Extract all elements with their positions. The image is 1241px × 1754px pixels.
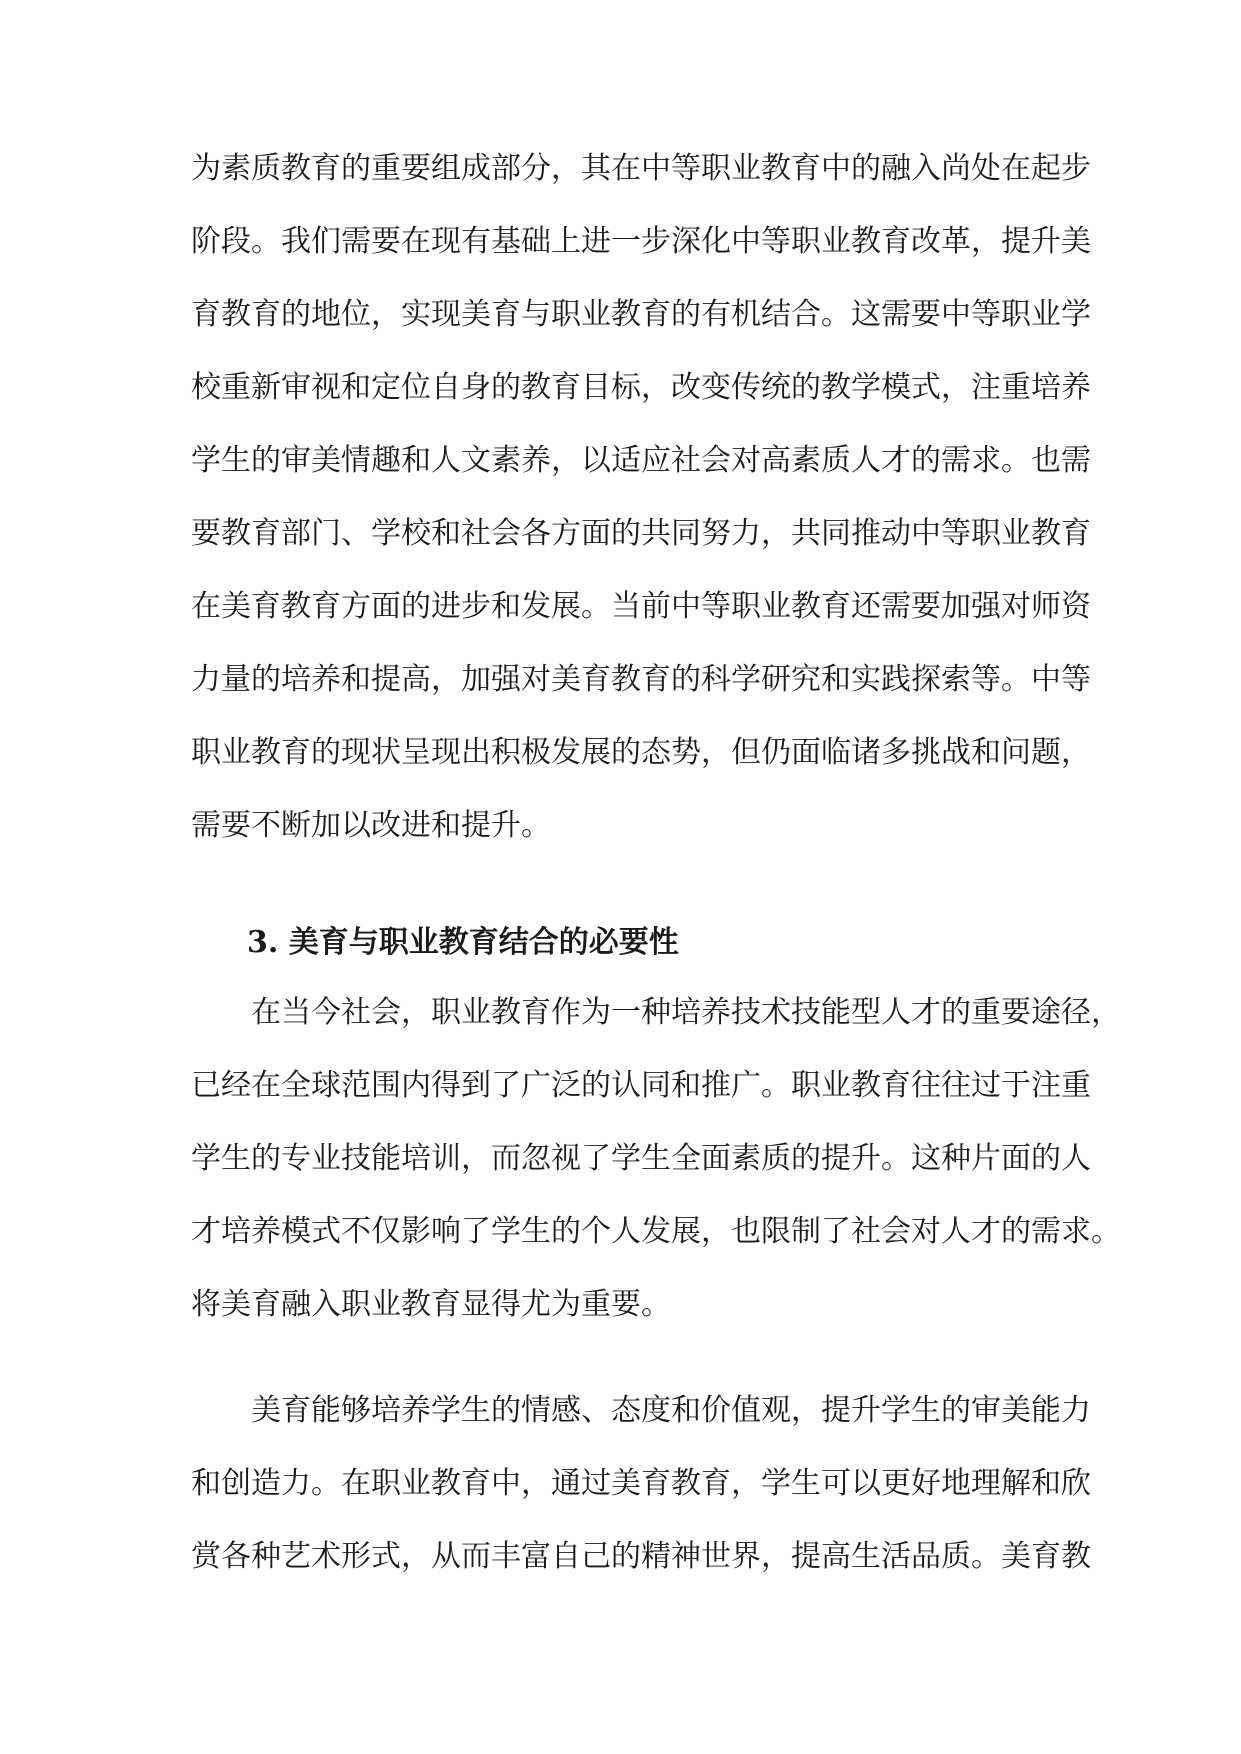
paragraph-line: 力量的培养和提高，加强对美育教育的科学研究和实践探索等。中等 <box>191 662 1091 697</box>
paragraph-line: 学生的审美情趣和人文素养，以适应社会对高素质人才的需求。也需 <box>191 443 1091 478</box>
paragraph-line: 在美育教育方面的进步和发展。当前中等职业教育还需要加强对师资 <box>191 589 1091 624</box>
section-heading: 3. 美育与职业教育结合的必要性 <box>247 925 679 960</box>
paragraph-line-last: 将美育融入职业教育显得尤为重要。 <box>191 1287 671 1322</box>
paragraph-line: 为素质教育的重要组成部分，其在中等职业教育中的融入尚处在起步 <box>191 151 1091 186</box>
paragraph-line: 职业教育的现状呈现出积极发展的态势，但仍面临诸多挑战和问题， <box>191 735 1091 770</box>
paragraph-line: 赏各种艺术形式，从而丰富自己的精神世界，提高生活品质。美育教 <box>191 1539 1091 1574</box>
paragraph-line: 才培养模式不仅影响了学生的个人发展，也限制了社会对人才的需求。 <box>191 1214 1121 1249</box>
paragraph-line: 已经在全球范围内得到了广泛的认同和推广。职业教育往往过于注重 <box>191 1068 1091 1103</box>
paragraph-line-last: 需要不断加以改进和提升。 <box>191 808 551 843</box>
paragraph-line: 校重新审视和定位自身的教育目标，改变传统的教学模式，注重培养 <box>191 370 1091 405</box>
paragraph-line: 和创造力。在职业教育中，通过美育教育，学生可以更好地理解和欣 <box>191 1466 1091 1501</box>
paragraph-continued <box>191 132 1091 862</box>
paragraph-line: 要教育部门、学校和社会各方面的共同努力，共同推动中等职业教育 <box>191 516 1091 551</box>
paragraph-line: 阶段。我们需要在现有基础上进一步深化中等职业教育改革，提升美 <box>191 224 1091 259</box>
paragraph-aesthetic-education <box>191 1374 1091 1593</box>
section-heading-block <box>191 906 1050 979</box>
paragraph-line: 在当今社会，职业教育作为一种培养技术技能型人才的重要途径， <box>191 995 1121 1030</box>
paragraph-line: 育教育的地位，实现美育与职业教育的有机结合。这需要中等职业学 <box>191 297 1091 332</box>
paragraph-line: 美育能够培养学生的情感、态度和价值观，提升学生的审美能力 <box>191 1393 1091 1428</box>
paragraph-necessity <box>191 976 1121 1341</box>
paragraph-line: 学生的专业技能培训，而忽视了学生全面素质的提升。这种片面的人 <box>191 1141 1091 1176</box>
